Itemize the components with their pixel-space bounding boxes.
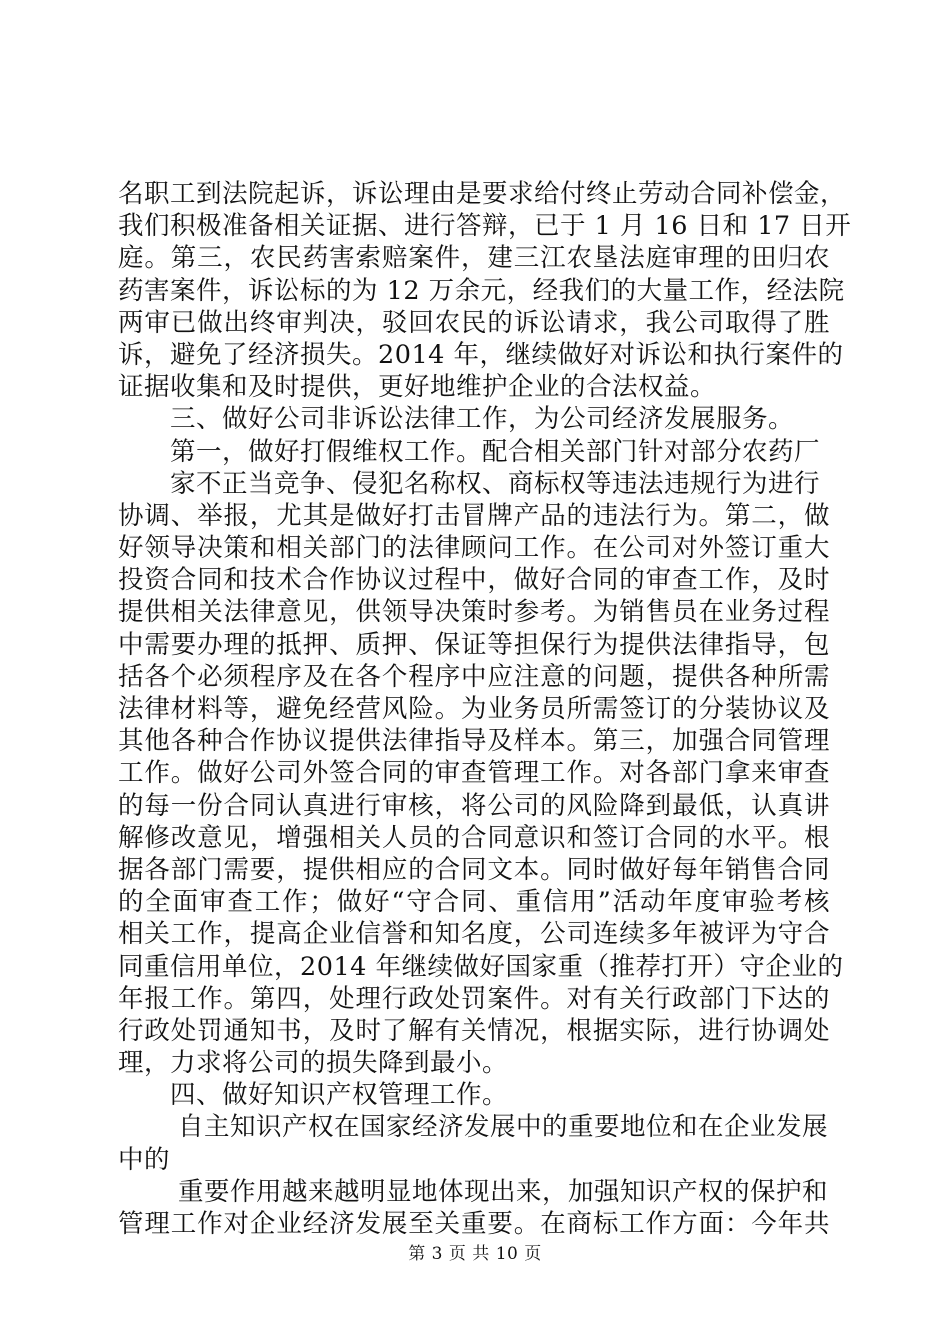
text-line: 证据收集和及时提供，更好地维护企业的合法权益。	[118, 372, 717, 403]
text-line: 相关工作，提高企业信誉和知名度，公司连续多年被评为守合	[118, 919, 830, 950]
text-line: 名职工到法院起诉，诉讼理由是要求给付终止劳动合同补偿金，	[118, 179, 847, 209]
text-line: 其他各种合作协议提供法律指导及样本。第三，加强合同管理	[118, 726, 830, 757]
text-line: 行政处罚通知书，及时了解有关情况，根据实际，进行协调处	[118, 1015, 830, 1046]
text-line: 法律材料等，避免经营风险。为业务员所需签订的分装协议及	[118, 694, 830, 724]
text-line: 庭。第三，农民药害索赔案件，建三江农垦法庭审理的田归农	[118, 243, 830, 274]
text-line: 重要作用越来越明显地体现出来，加强知识产权的保护和	[178, 1176, 829, 1207]
text-line: 好领导决策和相关部门的法律顾问工作。在公司对外签订重大	[118, 533, 830, 564]
text-line: 据各部门需要，提供相应的合同文本。同时做好每年销售合同	[118, 854, 830, 885]
text-line: 括各个必须程序及在各个程序中应注意的问题，提供各种所需	[118, 661, 830, 692]
document-body	[118, 178, 852, 1240]
text-line: 管理工作对企业经济发展至关重要。在商标工作方面：今年共	[118, 1209, 830, 1239]
text-line: 诉，避免了经济损失。2014 年，继续做好对诉讼和执行案件的	[118, 339, 844, 370]
section-heading: 四、做好知识产权管理工作。	[170, 1080, 509, 1111]
text-line: 中的	[118, 1144, 171, 1175]
text-line: 第一，做好打假维权工作。配合相关部门针对部分农药厂	[170, 436, 821, 467]
text-line: 提供相关法律意见，供领导决策时参考。为销售员在业务过程	[118, 597, 830, 628]
text-line: 投资合同和技术合作协议过程中，做好合同的审查工作，及时	[118, 565, 830, 596]
text-line: 年报工作。第四，处理行政处罚案件。对有关行政部门下达的	[118, 983, 830, 1014]
text-line: 家不正当竞争、侵犯名称权、商标权等违法违规行为进行	[170, 468, 821, 499]
text-line: 两审已做出终审判决，驳回农民的诉讼请求，我公司取得了胜	[118, 307, 830, 338]
text-line: 解修改意见，增强相关人员的合同意识和签订合同的水平。根	[118, 822, 830, 853]
text-line: 的每一份合同认真进行审核，将公司的风险降到最低，认真讲	[118, 790, 830, 821]
text-line: 同重信用单位，2014 年继续做好国家重（推荐打开）守企业的	[118, 951, 844, 982]
text-line: 中需要办理的抵押、质押、保证等担保行为提供法律指导，包	[118, 629, 830, 660]
text-line: 我们积极准备相关证据、进行答辩，已于 1 月 16 日和 17 日开	[118, 211, 852, 242]
section-heading: 三、做好公司非诉讼法律工作，为公司经济发展服务。	[170, 404, 795, 435]
text-line: 协调、举报，尤其是做好打击冒牌产品的违法行为。第二，做	[118, 500, 830, 531]
text-line: 工作。做好公司外签合同的审查管理工作。对各部门拿来审查	[118, 758, 830, 789]
text-line: 自主知识产权在国家经济发展中的重要地位和在企业发展	[178, 1112, 829, 1143]
text-line: 药害案件，诉讼标的为 12 万余元，经我们的大量工作，经法院	[118, 275, 845, 306]
text-line: 的全面审查工作；做好“守合同、重信用”活动年度审验考核	[118, 887, 830, 918]
page-number: 第 3 页 共 10 页	[408, 1244, 542, 1264]
text-line: 理，力求将公司的损失降到最小。	[118, 1048, 509, 1079]
